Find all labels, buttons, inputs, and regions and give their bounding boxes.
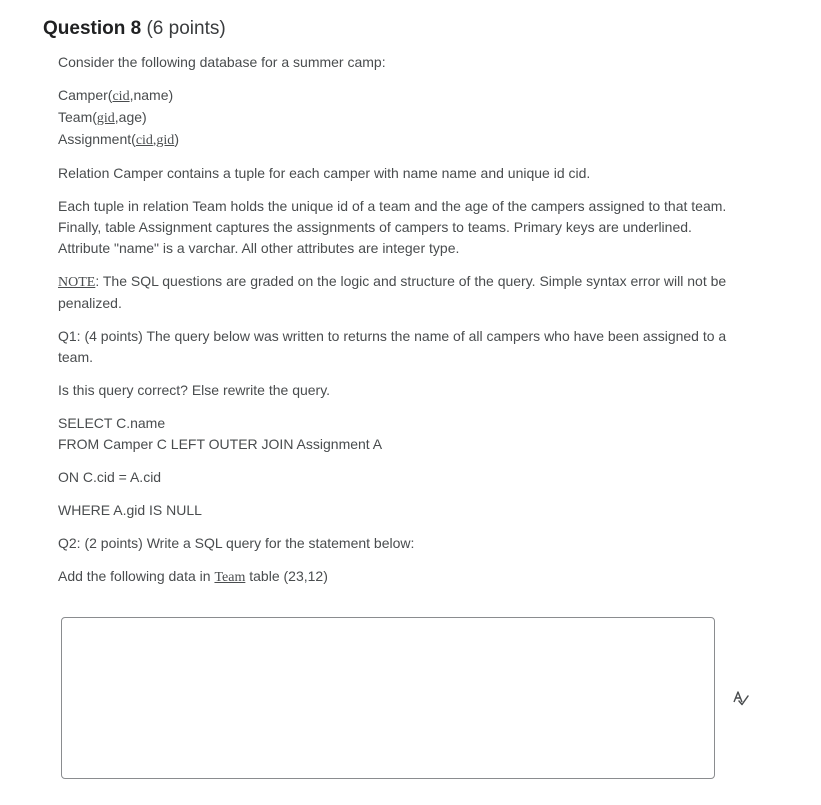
sql-line: FROM Camper C LEFT OUTER JOIN Assignment A <box>58 436 383 452</box>
intro-text: Consider the following database for a summer camp: <box>58 54 386 70</box>
relation-description: Relation Camper contains a tuple for each camper with name name and unique id cid. <box>58 165 591 181</box>
team-key: gid <box>96 111 115 126</box>
question-points: (6 points) <box>146 18 226 39</box>
q1-text: Q1: (4 points) The query below was written to returns the name of all campers who have been assigned to a team. <box>58 328 727 365</box>
note-paragraph <box>58 271 738 314</box>
camper-key: cid <box>112 89 130 104</box>
question-body <box>58 52 738 588</box>
q2-statement: Add the following data in Team table (23,12) <box>58 568 328 585</box>
q2-text: Q2: (2 points) Write a SQL query for the statement below: <box>58 535 415 551</box>
schema-block <box>58 85 738 151</box>
assignment-key-1: cid <box>135 133 153 148</box>
answer-textarea[interactable] <box>61 617 715 779</box>
sql-query <box>58 413 738 455</box>
spellcheck-icon[interactable] <box>731 688 751 708</box>
question-title: Question 8 <box>43 18 142 39</box>
question-header <box>43 18 226 40</box>
sql-line: WHERE A.gid IS NULL <box>58 502 202 518</box>
schema-team: Team(gid,age) <box>58 109 147 126</box>
note-label: NOTE <box>58 275 96 290</box>
note-text: : The SQL questions are graded on the logic and structure of the query. Simple syntax error will not be penalized. <box>58 273 727 311</box>
schema-assignment: Assignment(cid,gid) <box>58 131 179 148</box>
assignment-key-2: gid <box>156 133 175 148</box>
team-link: Team <box>214 570 246 585</box>
schema-camper: Camper(cid,name) <box>58 87 174 104</box>
sql-line: SELECT C.name <box>58 415 166 431</box>
sql-line: ON C.cid = A.cid <box>58 469 162 485</box>
q1-prompt: Is this query correct? Else rewrite the query. <box>58 382 331 398</box>
team-description: Each tuple in relation Team holds the unique id of a team and the age of the campers assigned to that team. Finally, table Assignment captures the assignments of campers to teams. Primary keys are underlined. Attribute "name" is a varchar. All other attributes are integer type. <box>58 198 727 256</box>
